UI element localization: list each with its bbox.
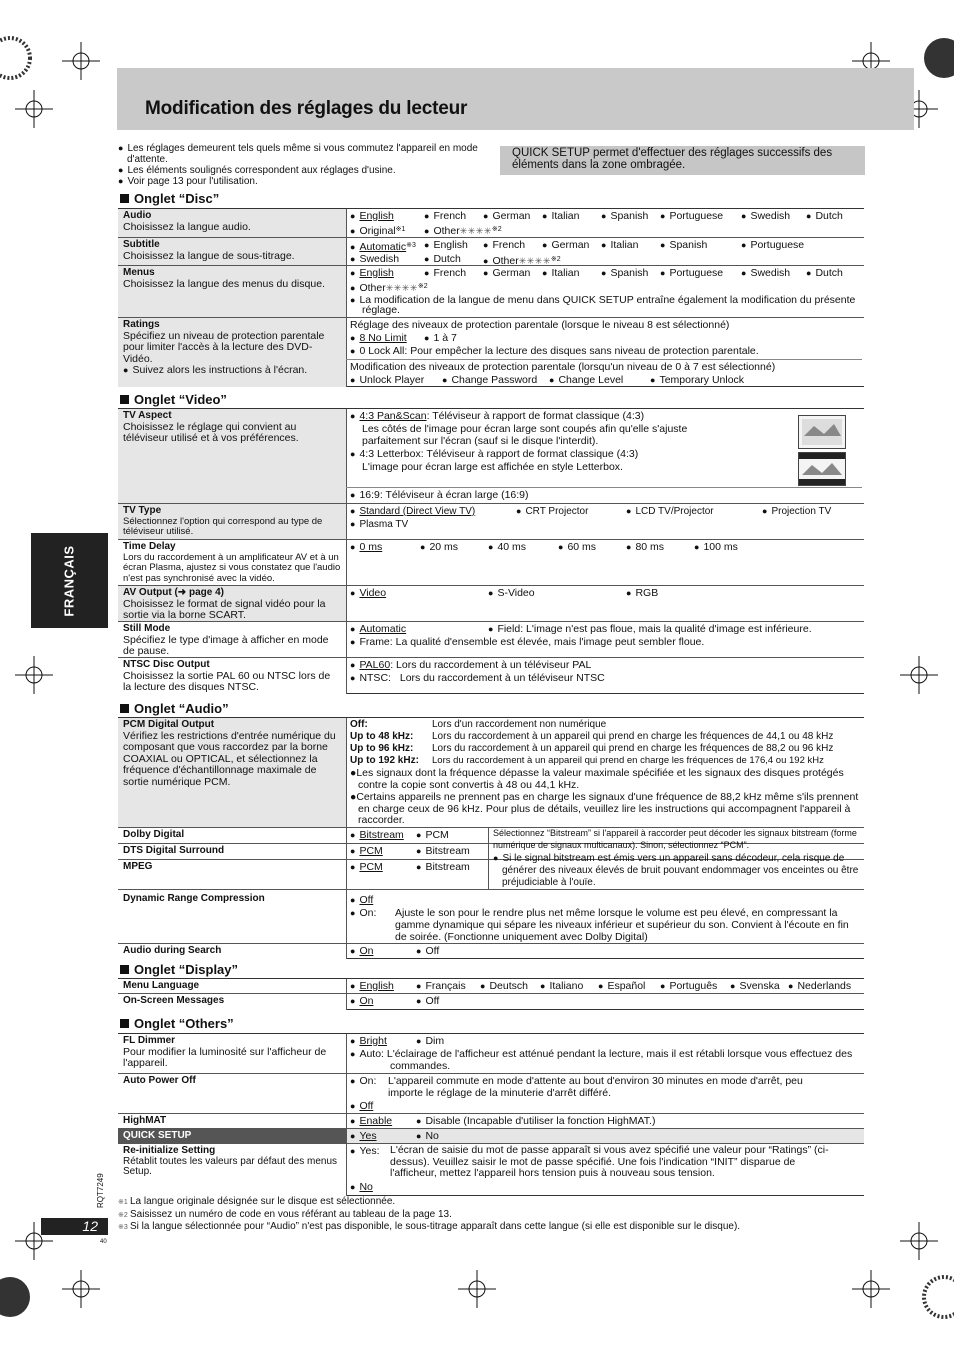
intro-note: ● Les éléments soulignés correspondent aux réglages d'usine. (118, 165, 396, 176)
setting-row-tv-aspect: TV Aspect Choisissez le réglage qui convient au téléviseur utilisé et à vos préférences. ● 4:3 Pan&Scan: Téléviseur à rapport de format classique (4:3) Les côtés de l'image pour écran large sont coupés afin qu'elle s'ajuste parfaitement sur l'écran (sauf si le disque l'interdit). ● 4:3 Letterbox: Téléviseur à rapport de format classique (4:3) L'image pour écran large est affichée en style Letterbox. ● 16:9: Téléviseur à écran large (16:9) (118, 409, 864, 503)
page-title: Modification des réglages du lecteur (145, 98, 468, 119)
intro-note: ● Voir page 13 pour l'utilisation. (118, 176, 258, 187)
color-wheel-mark (910, 1275, 954, 1319)
letterbox-image (798, 452, 846, 486)
audio-table (118, 717, 864, 959)
setting-row-audio: Audio Choisissez la langue audio. ● English ● French ● German ● Italian ● Spanish ● Portuguese ● Swedish ● Dutch ● Original$^{※1}$ ● Other✳✳✳✳$^{※2}$ (118, 209, 864, 237)
setting-row-tv-type: TV Type Sélectionnez l'option qui correspond au type de téléviseur utilisé. ● Standard (Direct View TV) ● CRT Projector ● LCD TV/Projector ● Projection TV ● Plasma TV (118, 503, 864, 540)
setting-row-subtitle: Subtitle Choisissez la langue de sous-titrage. ● Automatic$^{※3}$ ● English ● French ● German ● Italian ● Spanish ● Portuguese ● Swedish ● Dutch ● Other✳✳✳✳$^{※2}$ (118, 237, 864, 266)
setting-row-time-delay: Time Delay Lors du raccordement à un amplificateur AV et à un écran Plasma, ajustez si vous constatez que l'audio n'est pas synchronisé avec la vidéo. ● 0 ms ● 20 ms ● 40 ms ● 60 ms ● 80 ms ● 100 ms (118, 539, 864, 586)
section-heading-audio: Onglet “Audio” (120, 701, 229, 716)
color-wheel-mark (0, 36, 44, 80)
section-heading-display: Onglet “Display” (120, 962, 238, 977)
small-number: 40 (100, 1239, 107, 1245)
setting-row-reinitialize: Re-initialize Setting Rétablit toutes les valeurs par défaut des menus Setup. ● Yes: L'écran de saisie du mot de passe apparaît si vous avez spécifié une valeur pour “Ratings” (ci-dessus). Veuillez saisir le mot de passe spécifié. Une fois l'indication “INIT” disparue de l'afficheur, mettez l'appareil hors tension puis à nouveau sous tension. ● No (118, 1143, 864, 1196)
registration-mark (62, 1270, 100, 1308)
registration-mark (852, 1270, 890, 1308)
registration-mark (15, 90, 53, 128)
display-table (118, 978, 864, 1010)
setting-row-pcm-output: PCM Digital Output Vérifiez les restrictions d'entrée numérique du composant que vous raccordez par la borne COAXIAL ou OPTICAL, et sélectionnez la fréquence d'échantillonnage maximale de sortie numérique PCM. Off: Lors d'un raccordement non numérique Up to 48 kHz: Lors du raccordement à un appareil qui prend en charge les fréquences de 44,1 ou 48 kHz Up to 96 kHz: Lors du raccordement à un appareil qui prend en charge les fréquences de 88,2 ou 96 kHz Up to 192 kHz: Lors du raccordement à un appareil qui prend en charge les fréquences de 176,4 ou 192 kHz ●Les signaux dont la fréquence dépasse la valeur maximale spécifiée et les signaux des disques protégés contre la copie sont convertis à 48 ou 44,1 kHz. ●Certains appareils ne prennent pas en charge les signaux d'une fréquence de 88,2 kHz même s'ils prennent en charge ceux de 96 kHz. Pour plus de détails, veuillez lire les instructions qui accompagnent l'appareil à raccorder. (118, 718, 864, 827)
video-table (118, 408, 864, 694)
setting-row-still-mode: Still Mode Spécifiez le type d'image à afficher en mode de pause. ● Automatic ● Field: L'image n'est pas floue, mais la qualité d'image est inférieure. ● Frame: La qualité d'ensemble est élevée, mais l'image peut sembler floue. (118, 621, 864, 658)
footnote: ※3 Si la langue sélectionnée pour “Audio” n'est pas disponible, le sous-titrage apparaît dans cette langue (si elle est disponible sur le disque). (118, 1221, 741, 1232)
setting-row-menus: Menus Choisissez la langue des menus du disque. ● English ● French ● German ● Italian ● Spanish ● Portuguese ● Swedish ● Dutch ● Other✳✳✳✳$^{※2}$ ● La modification de la langue de menu dans QUICK SETUP entraîne également la modification du présente réglage. (118, 265, 864, 318)
setting-row-dolby-digital: Dolby Digital ● Bitstream ● PCM (118, 827, 864, 844)
setting-row-auto-power-off: Auto Power Off ● On: L'appareil commute en mode d'attente au bout d'environ 30 minutes en mode d'arrêt, peu importe le réglage de la minuterie d'arrêt différé. ● Off (118, 1073, 864, 1114)
setting-row-av-output: AV Output (➜ page 4) Choisissez le format de signal vidéo pour la sortie via la borne SCART. ● Video ● S-Video ● RGB (118, 585, 864, 622)
others-table (118, 1033, 864, 1196)
setting-row-fl-dimmer: FL Dimmer Pour modifier la luminosité sur l'afficheur de l'appareil. ● Bright ● Dim ● Auto: L'éclairage de l'afficheur est atténué pendant la lecture, mais il est rétabli lorsque vous effectuez des commandes. (118, 1034, 864, 1073)
setting-row-ntsc-output: NTSC Disc Output Choisissez la sortie PAL 60 ou NTSC lors de la lecture des disques NTSC. ● PAL60: Lors du raccordement à un téléviseur PAL ● NTSC: Lors du raccordement à un téléviseur NTSC (118, 657, 864, 694)
setting-row-drc: Dynamic Range Compression ● Off ● On: Ajuste le son pour le rendre plus net même lorsque le volume est peu élevé, en compressant la gamme dynamique qui sépare les niveaux inférieur et supérieur du son. Convient à l'écoute en fin de soirée. (Fonctionne uniquement avec Dolby Digital) (118, 889, 864, 944)
setting-row-osd: On-Screen Messages ● On ● Off (118, 993, 864, 1010)
quick-setup-note: QUICK SETUP permet d'effectuer des réglages successifs des éléments dans la zone ombragée. (500, 146, 865, 175)
footnote: ※1 La langue originale désignée sur le disque est sélectionnée. (118, 1196, 396, 1207)
registration-mark (458, 1270, 496, 1308)
setting-row-menu-language: Menu Language ● English ● Français ● Deutsch ● Italiano ● Español ● Português ● Svenska ● Nederlands (118, 979, 864, 993)
intro-notes (118, 143, 488, 187)
setting-row-ratings: Ratings Spécifiez un niveau de protection parentale pour limiter l'accès à la lecture des DVD-Vidéo. ● Suivez alors les instructions à l'écran. Réglage des niveaux de protection parentale (lorsque le niveau 8 est sélectionné) ● 8 No Limit ● 1 à 7 ● 0 Lock All: Pour empêcher la lecture des disques sans niveau de protection parentale. Modification des niveaux de protection parentale (lorsqu'un niveau de 0 à 7 est sélectionné) ● Unlock Player ● Change Password ● Change Level ● Temporary Unlock (118, 317, 864, 387)
bitstream-note: Sélectionnez “Bitstream” si l'appareil à raccorder peut décoder les signaux bitstream (forme numérique de signaux multicanaux). Sinon, sélectionnez “PCM”. ● Si le signal bitstream est émis vers un appareil sans décodeur, cela risque de générer des niveaux élevés de bruit pouvant endommager vos enceintes ou être préjudiciable à l'ouïe. (493, 828, 859, 888)
setting-row-highmat: HighMAT ● Enable ● Disable (Incapable d'utiliser la fonction HighMAT.) (118, 1113, 864, 1129)
section-heading-video: Onglet “Video” (120, 392, 227, 407)
registration-mark (900, 656, 938, 694)
section-heading-others: Onglet “Others” (120, 1016, 234, 1031)
registration-mark (15, 656, 53, 694)
doc-code: RQT7249 (96, 1173, 105, 1208)
registration-mark (62, 42, 100, 80)
intro-note: ● Les réglages demeurent tels quels même si vous commutez l'appareil en mode d'attente. (118, 143, 478, 165)
setting-row-mpeg: MPEG ● PCM ● Bitstream (118, 859, 864, 890)
footnotes (118, 1196, 740, 1234)
page-number: 12 (41, 1218, 108, 1235)
language-tab-label: FRANÇAIS (61, 545, 77, 617)
color-wheel-mark (0, 1275, 44, 1319)
pan-scan-image (798, 415, 846, 449)
footnote: ※2 Saisissez un numéro de code en vous référant au tableau de la page 13. (118, 1208, 452, 1220)
title-band (117, 68, 914, 130)
registration-mark (900, 1222, 938, 1260)
language-tab (31, 533, 108, 628)
disc-table (118, 208, 864, 387)
setting-row-dts: DTS Digital Surround ● PCM ● Bitstream (118, 843, 864, 860)
setting-row-quick-setup: QUICK SETUP ● Yes ● No (118, 1128, 864, 1144)
color-wheel-mark (910, 36, 954, 80)
setting-row-audio-search: Audio during Search ● On ● Off (118, 943, 864, 959)
section-heading-disc: Onglet “Disc” (120, 191, 219, 206)
